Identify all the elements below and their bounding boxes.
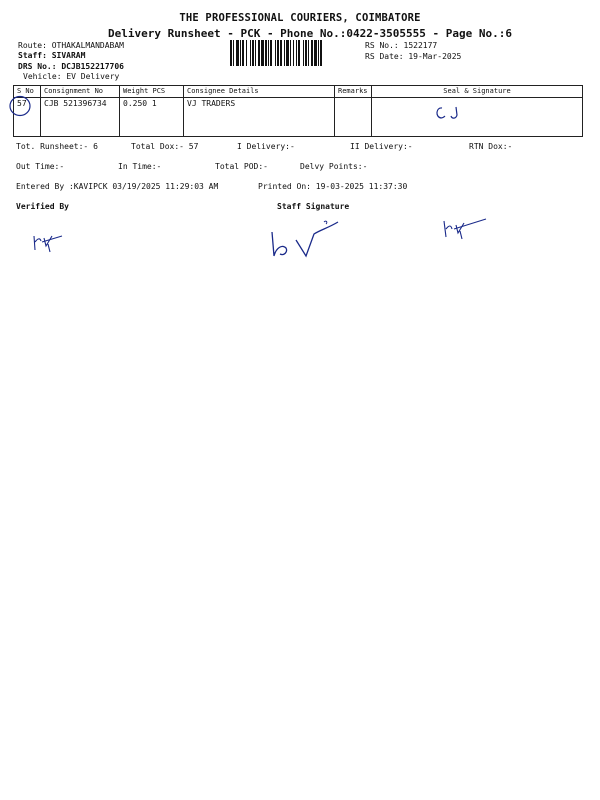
staff-signature: [268, 218, 340, 260]
printed-on: Printed On: 19-03-2025 11:37:30: [258, 182, 408, 191]
barcode-image: [230, 40, 348, 66]
cell-remarks: [335, 98, 372, 137]
out-time: Out Time:-: [16, 162, 65, 171]
i-delivery: I Delivery:-: [237, 142, 295, 151]
cell-weight-pcs: 0.250 1: [120, 98, 184, 137]
cell-seal: [372, 98, 583, 137]
header-sno: S No: [14, 86, 41, 98]
cell-consignment: CJB 521396734: [41, 98, 120, 137]
cell-sno: 57: [14, 98, 41, 137]
consignee-signature: [432, 103, 468, 125]
document-title: THE PROFESSIONAL COURIERS, COIMBATORE: [179, 12, 421, 24]
table-header-row: [14, 86, 583, 98]
rs-date: RS Date: 19-Mar-2025: [365, 52, 462, 61]
header-weight-pcs: Weight PCS: [120, 86, 184, 98]
header-consignee: Consignee Details: [184, 86, 335, 98]
document-subtitle: Delivery Runsheet - PCK - Phone No.:0422-3505555 - Page No.:6: [108, 27, 512, 40]
ii-delivery: II Delivery:-: [350, 142, 413, 151]
tot-runsheet: Tot. Runsheet:- 6: [16, 142, 98, 151]
verified-by-label: Verified By: [16, 202, 69, 211]
delvy-points: Delvy Points:-: [300, 162, 368, 171]
cell-consignee: VJ TRADERS: [184, 98, 335, 137]
total-pod: Total POD:-: [215, 162, 268, 171]
header-consignment: Consignment No: [41, 86, 120, 98]
rtn-dox: RTN Dox:-: [469, 142, 513, 151]
verifier-signature: [30, 228, 66, 254]
vehicle-line: Vehicle: EV Delivery: [23, 72, 120, 81]
header-remarks: Remarks: [335, 86, 372, 98]
entered-by: Entered By :KAVIPCK 03/19/2025 11:29:03 AM: [16, 182, 219, 191]
staff-signature-label: Staff Signature: [277, 202, 350, 211]
staff-line: Staff: SIVARAM: [18, 51, 86, 60]
route-line: Route: OTHAKALMANDABAM: [18, 41, 124, 50]
third-signature: [440, 215, 490, 241]
table-row: [14, 98, 583, 137]
header-seal-signature: Seal & Signature: [372, 86, 583, 98]
total-dox: Total Dox:- 57: [131, 142, 199, 151]
rs-number: RS No.: 1522177: [365, 41, 438, 50]
runsheet-table: [13, 85, 583, 137]
handwritten-circle: [9, 95, 31, 117]
in-time: In Time:-: [118, 162, 162, 171]
drs-line: DRS No.: DCJB152217706: [18, 62, 124, 71]
